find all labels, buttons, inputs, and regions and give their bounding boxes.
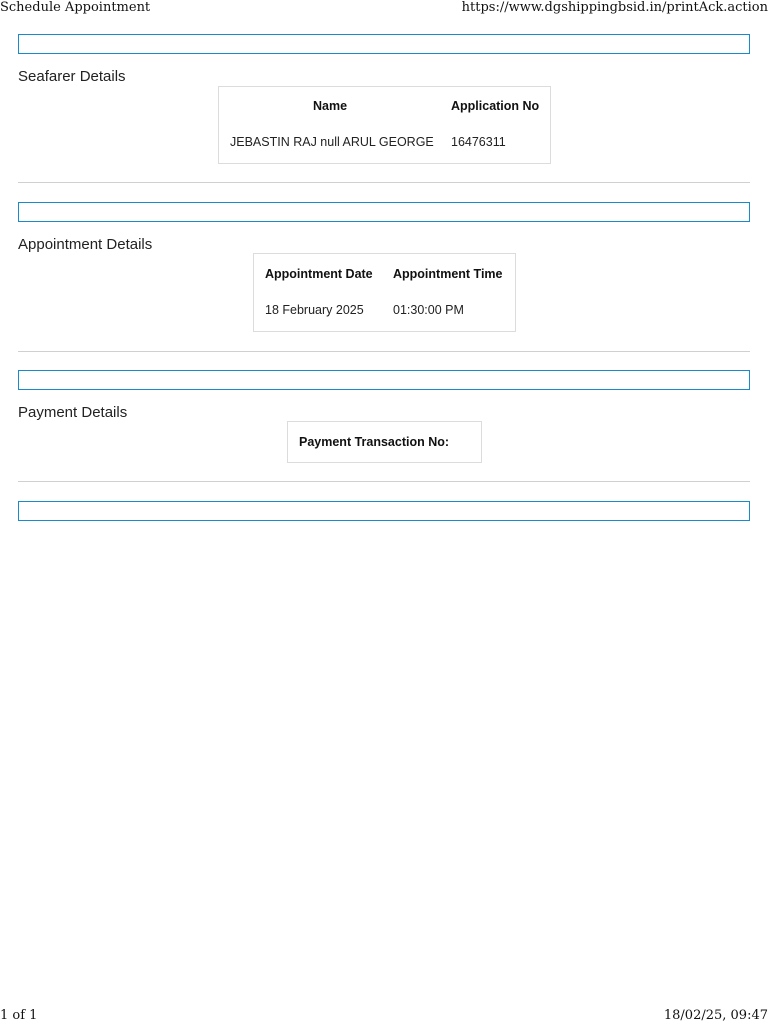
appointment-details-table — [253, 253, 516, 332]
page-count: 1 of 1 — [0, 1008, 38, 1023]
print-header-url: https://www.dgshippingbsid.in/printAck.action — [461, 0, 768, 15]
divider-2 — [18, 351, 750, 352]
section-bar-payment — [18, 370, 750, 390]
section-bar-top — [18, 34, 750, 54]
application-no-header: Application No — [451, 99, 540, 113]
payment-details-label: Payment Details — [18, 404, 128, 421]
application-no-value: 16476311 — [451, 135, 506, 149]
appointment-date-header: Appointment Date — [265, 267, 373, 281]
appointment-date-value: 18 February 2025 — [265, 303, 364, 317]
section-bar-appointment — [18, 202, 750, 222]
seafarer-details-table — [218, 86, 551, 164]
payment-details-table — [287, 421, 482, 463]
appointment-details-label: Appointment Details — [18, 236, 153, 253]
divider-3 — [18, 481, 750, 482]
appointment-time-header: Appointment Time — [393, 267, 503, 281]
print-header-title: Schedule Appointment — [0, 0, 151, 15]
print-header — [0, 0, 768, 16]
name-header: Name — [313, 99, 348, 113]
appointment-time-value: 01:30:00 PM — [393, 303, 464, 317]
seafarer-name-value: JEBASTIN RAJ null ARUL GEORGE — [230, 135, 434, 149]
section-bar-bottom — [18, 501, 750, 521]
payment-transaction-no-header: Payment Transaction No: — [299, 435, 450, 449]
divider-1 — [18, 182, 750, 183]
print-datetime: 18/02/25, 09:47 — [663, 1008, 768, 1023]
seafarer-details-label: Seafarer Details — [18, 68, 126, 85]
print-footer — [0, 1008, 768, 1024]
